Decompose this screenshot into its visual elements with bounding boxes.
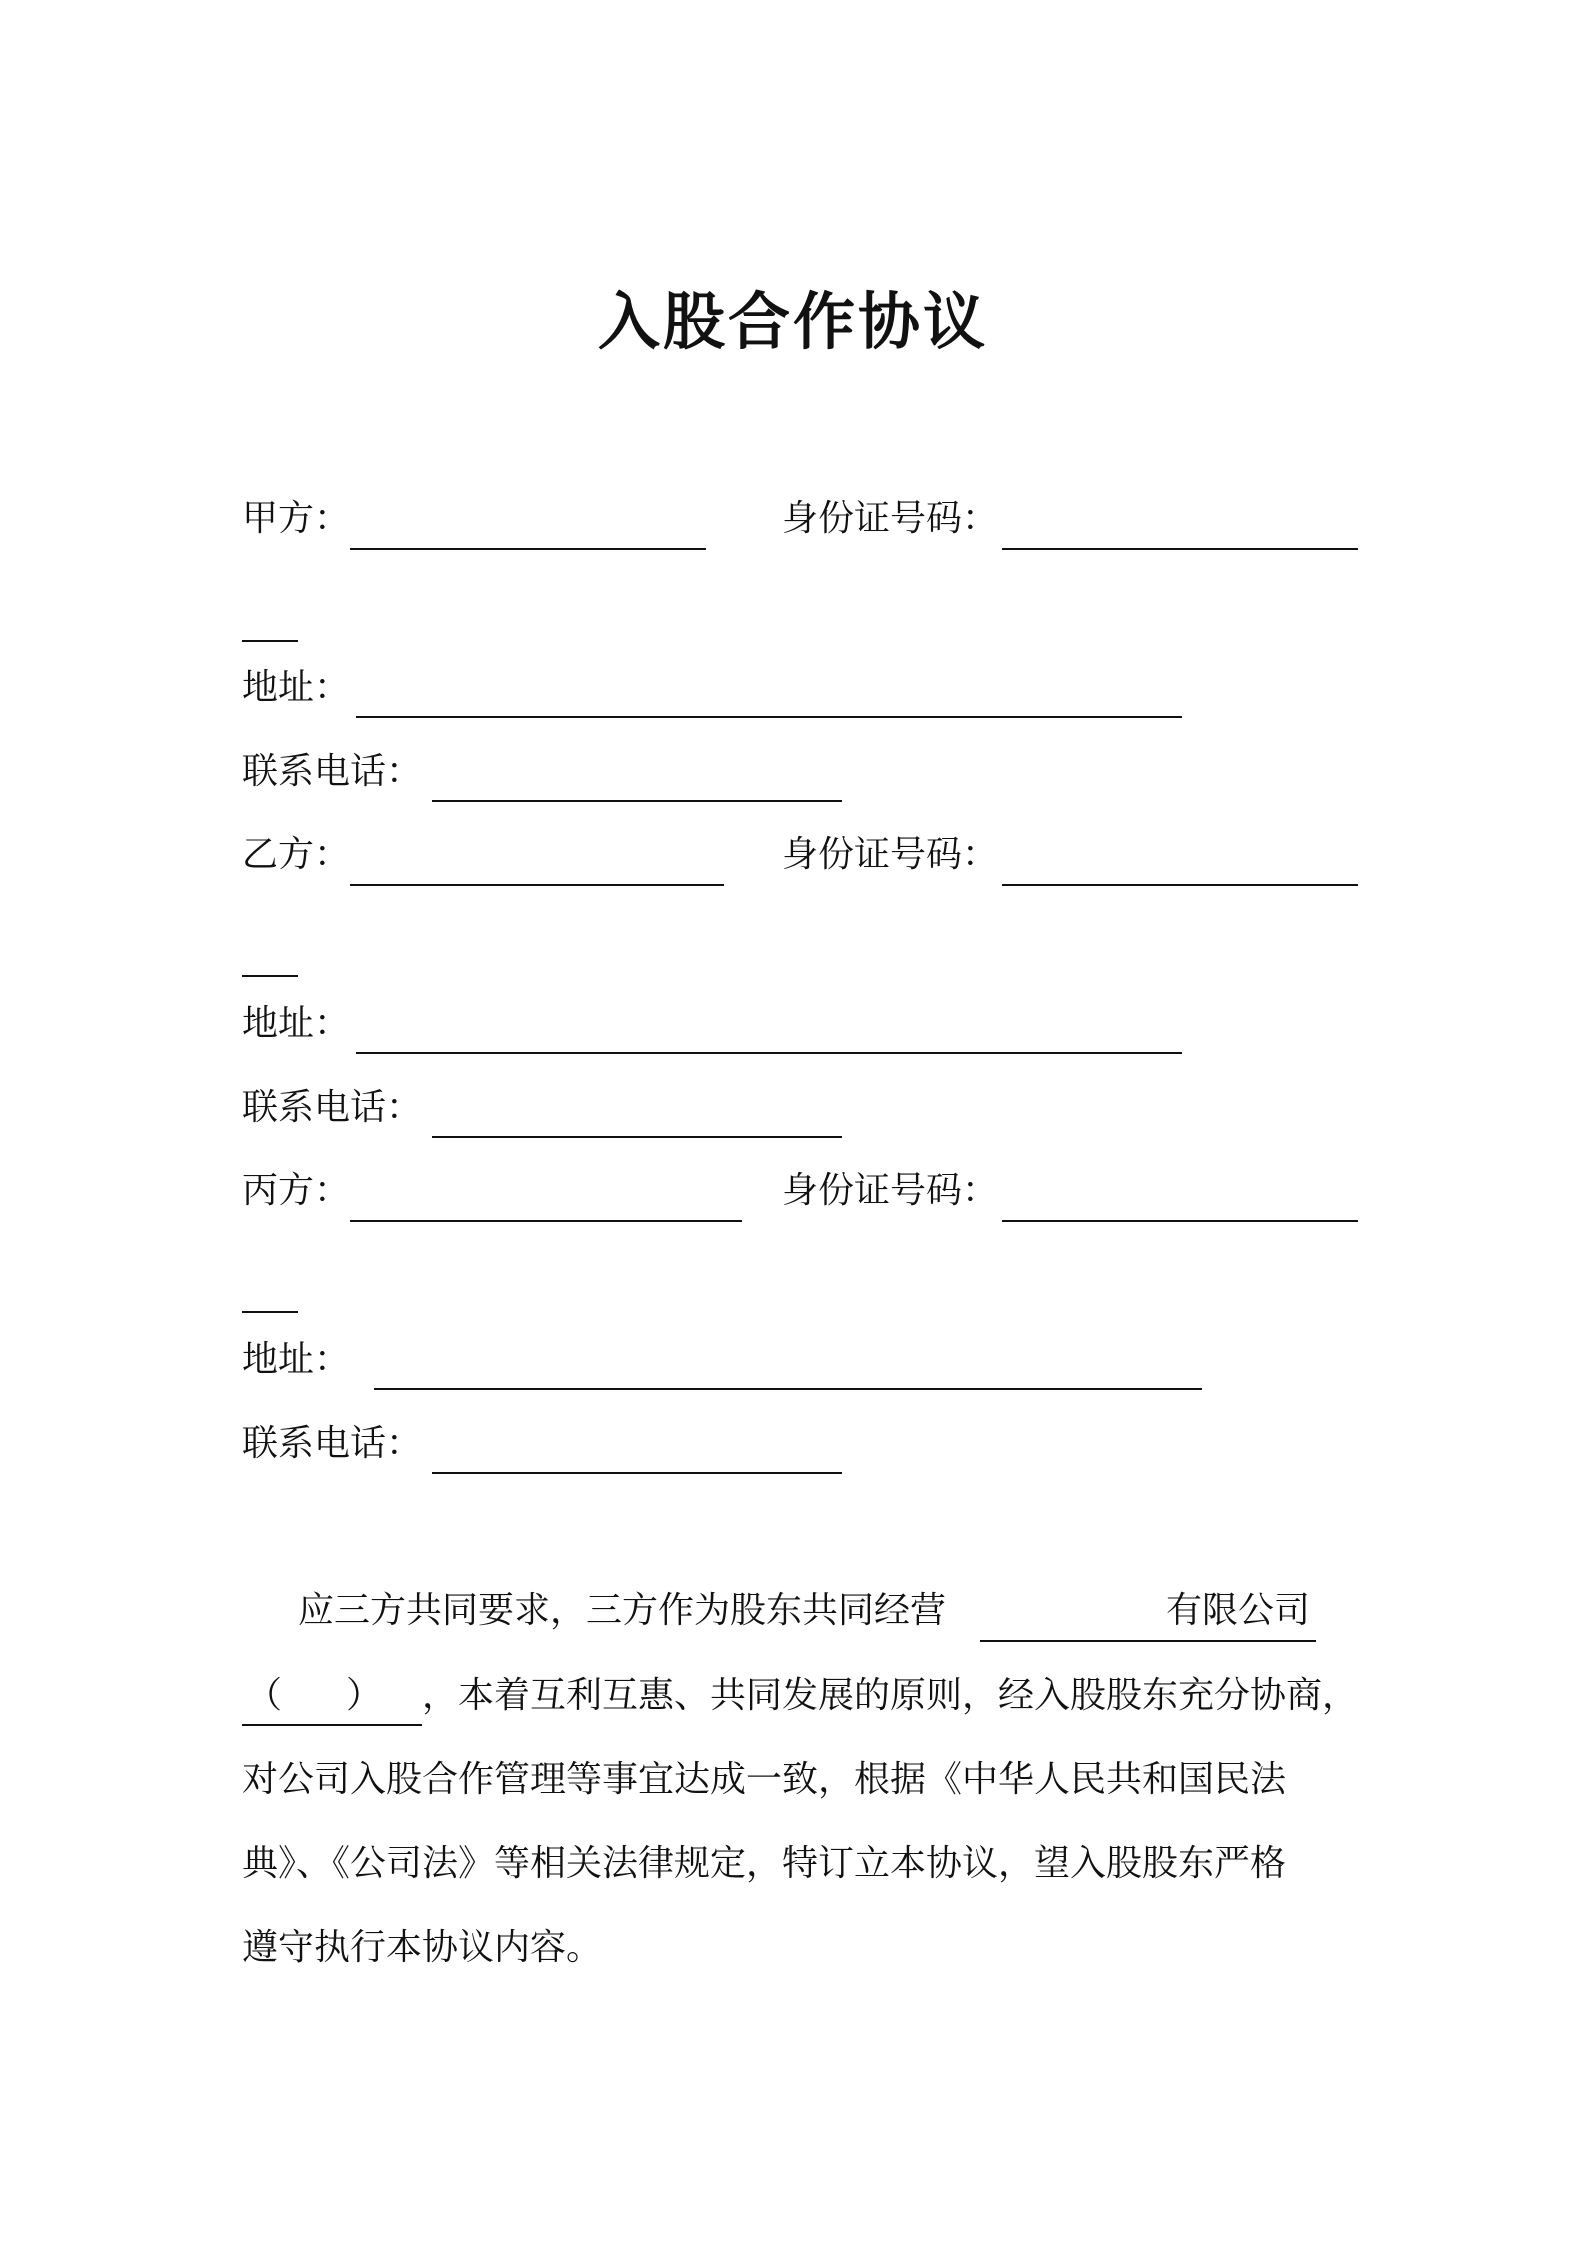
preamble-line-4: 典》、《公司法》等相关法律规定，特订立本协议，望入股股东严格 <box>242 1843 1287 1884</box>
preamble-line-1: 应三方共同要求，三方作为股东共同经营 <box>298 1590 947 1631</box>
party-c-label: 丙方： <box>242 1170 351 1211</box>
party-a-address-blank[interactable] <box>356 716 1182 718</box>
document-title: 入股合作协议 <box>597 285 988 358</box>
party-b-id-label: 身份证号码： <box>782 834 999 875</box>
party-a-phone-blank[interactable] <box>432 800 842 802</box>
party-c-phone-label: 联系电话： <box>242 1423 423 1464</box>
party-c-id-label: 身份证号码： <box>782 1170 999 1211</box>
paren-close: ） <box>346 1675 383 1716</box>
party-b-name-blank[interactable] <box>350 884 724 886</box>
preamble-line-3: 对公司入股合作管理等事宜达成一致，根据《中华人民共和国民法 <box>242 1759 1287 1800</box>
party-c-id-blank[interactable] <box>1002 1220 1358 1222</box>
party-b-phone-label: 联系电话： <box>242 1087 423 1128</box>
party-a-id-blank-continuation[interactable] <box>242 640 298 642</box>
company-abbreviation-blank[interactable] <box>242 1724 422 1726</box>
party-a-phone-label: 联系电话： <box>242 751 423 792</box>
party-c-address-blank[interactable] <box>374 1388 1202 1390</box>
party-b-label: 乙方： <box>242 834 351 875</box>
party-b-id-blank[interactable] <box>1002 884 1358 886</box>
party-c-name-blank[interactable] <box>350 1220 742 1222</box>
party-b-phone-blank[interactable] <box>432 1136 842 1138</box>
party-a-id-blank[interactable] <box>1002 548 1358 550</box>
preamble-line-2: ，本着互利互惠、共同发展的原则，经入股股东充分协商， <box>422 1675 1359 1716</box>
party-a-id-label: 身份证号码： <box>782 498 999 539</box>
preamble-line-5: 遵守执行本协议内容。 <box>242 1927 603 1968</box>
party-a-label: 甲方： <box>242 498 351 539</box>
party-a-name-blank[interactable] <box>350 548 706 550</box>
party-b-id-blank-continuation[interactable] <box>242 975 298 977</box>
company-suffix: 有限公司 <box>1166 1590 1311 1631</box>
party-c-id-blank-continuation[interactable] <box>242 1311 298 1313</box>
company-name-blank[interactable] <box>980 1640 1316 1642</box>
party-c-phone-blank[interactable] <box>432 1472 842 1474</box>
party-b-address-label: 地址： <box>242 1003 351 1044</box>
party-b-address-blank[interactable] <box>356 1052 1182 1054</box>
party-c-address-label: 地址： <box>242 1339 351 1380</box>
party-a-address-label: 地址： <box>242 667 351 708</box>
paren-open: （ <box>246 1675 283 1716</box>
